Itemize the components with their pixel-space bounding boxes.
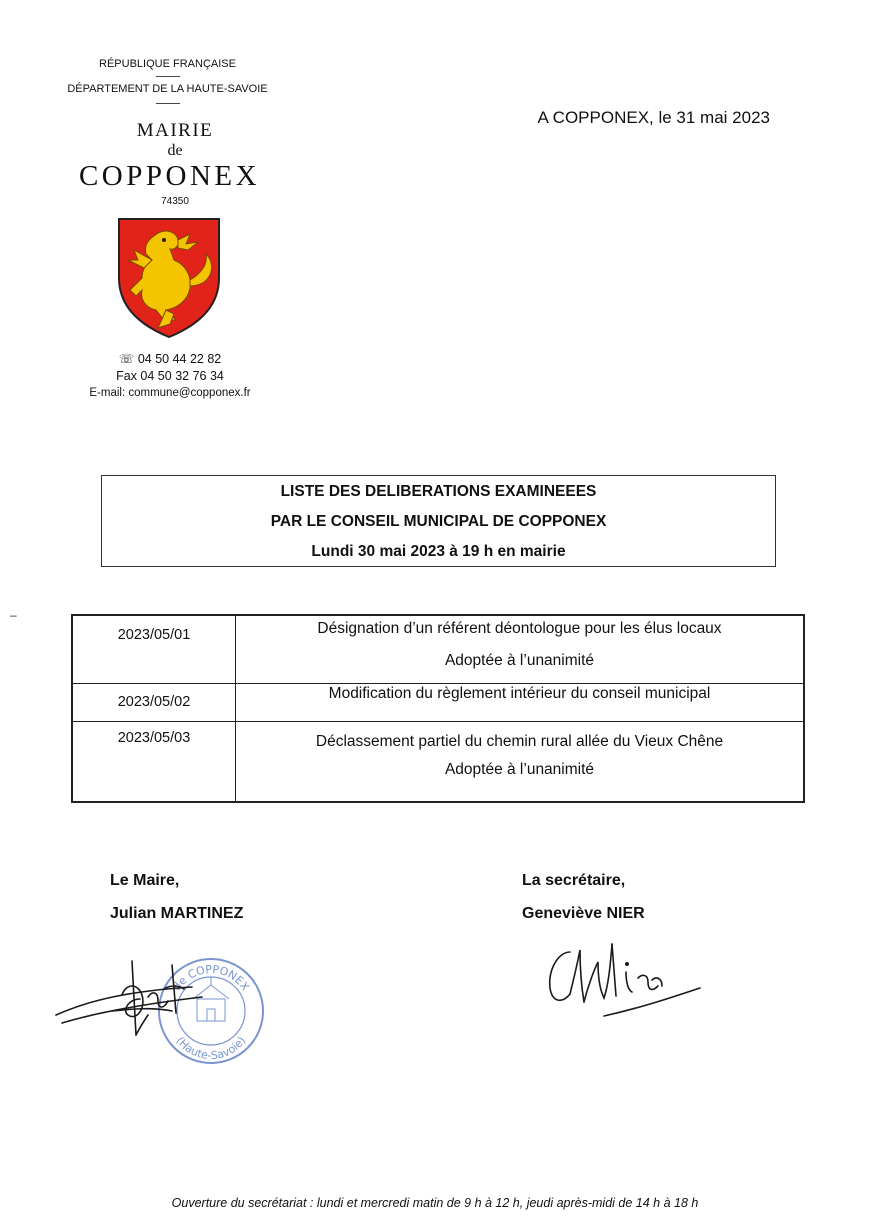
- divider: [156, 103, 180, 104]
- deliberation-decision: Adoptée à l’unanimité: [444, 652, 595, 669]
- maire-name: Julian MARTINEZ: [110, 905, 244, 922]
- secretaire-role: La secrétaire,: [522, 872, 626, 889]
- mairie-de: de: [167, 142, 183, 159]
- place-date: A COPPONEX, le 31 mai 2023: [537, 108, 770, 127]
- maire-role: Le Maire,: [110, 872, 180, 889]
- fax-number: Fax 04 50 32 76 34: [116, 369, 224, 383]
- table-row: [73, 616, 803, 684]
- table-row: [73, 684, 803, 722]
- deliberation-number-cell: [73, 616, 236, 683]
- mairie-title: MAIRIE: [136, 120, 214, 141]
- commune-name: COPPONEX: [78, 160, 261, 192]
- divider: [156, 76, 180, 77]
- postcode: 74350: [161, 196, 189, 207]
- stamp-top-text: de COPPONEX: [170, 962, 252, 994]
- phone-number: ☏ 04 50 44 22 82: [118, 352, 222, 366]
- deliberation-decision: Adoptée à l’unanimité: [444, 761, 595, 778]
- deliberation-number: 2023/05/03: [117, 730, 191, 746]
- lion-rampant-crest-icon: [116, 216, 222, 340]
- margin-mark: –: [10, 608, 17, 622]
- deliberation-subject-cell: [236, 616, 803, 683]
- deliberation-number-cell: [73, 722, 236, 801]
- deliberations-table: [71, 614, 805, 803]
- office-hours-footer: Ouverture du secrétariat : lundi et mercredi matin de 9 h à 12 h, jeudi après-midi de 14 h à 18 h: [171, 1196, 699, 1210]
- deliberation-subject: Déclassement partiel du chemin rural allée du Vieux Chêne: [315, 733, 724, 750]
- maire-signature: [52, 955, 262, 1045]
- title-line-3: Lundi 30 mai 2023 à 19 h en mairie: [311, 543, 566, 560]
- deliberation-number: 2023/05/02: [117, 694, 191, 710]
- deliberation-subject-cell: [236, 722, 803, 801]
- deliberation-subject: Désignation d’un référent déontologue pour les élus locaux: [317, 620, 722, 637]
- republique-francaise: RÉPUBLIQUE FRANÇAISE: [99, 58, 236, 70]
- secretaire-name: Geneviève NIER: [522, 905, 645, 922]
- departement: DÉPARTEMENT DE LA HAUTE-SAVOIE: [67, 83, 268, 95]
- deliberation-subject-cell: [236, 684, 803, 721]
- email-address: E-mail: commune@copponex.fr: [89, 387, 251, 399]
- secretaire-signature: [540, 930, 710, 1025]
- title-line-1: LISTE DES DELIBERATIONS EXAMINEEES: [280, 483, 597, 500]
- deliberation-subject: Modification du règlement intérieur du conseil municipal: [328, 685, 711, 702]
- title-line-2: PAR LE CONSEIL MUNICIPAL DE COPPONEX: [270, 513, 607, 530]
- stamp-bottom-text: (Haute-Savoie): [173, 1034, 249, 1063]
- table-row: [73, 722, 803, 801]
- deliberation-number: 2023/05/01: [117, 627, 191, 643]
- deliberation-number-cell: [73, 684, 236, 721]
- document-title-box: [101, 475, 776, 567]
